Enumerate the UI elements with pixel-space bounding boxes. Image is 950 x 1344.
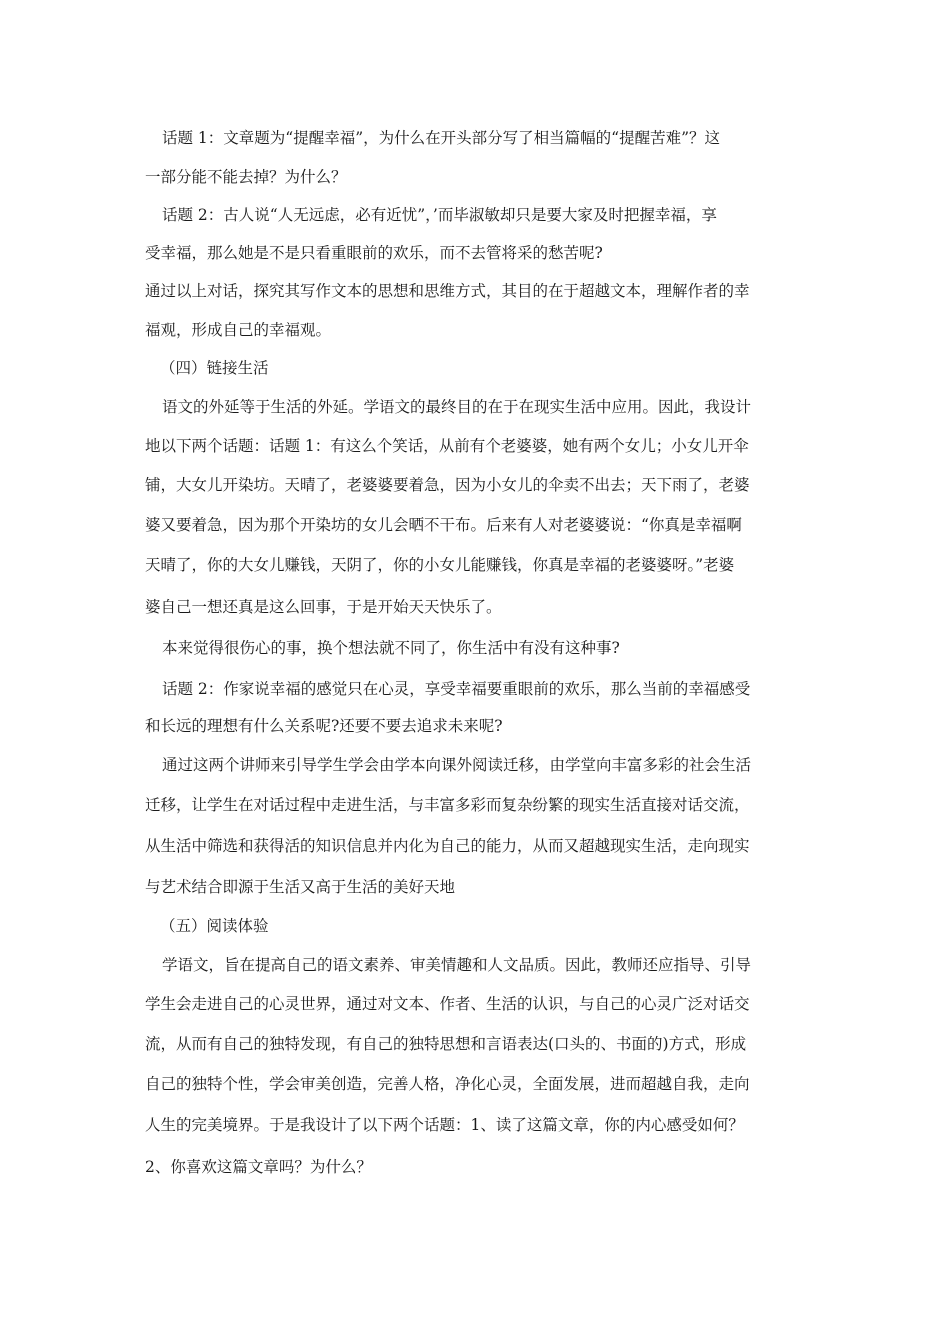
text-line: 学生会走进自己的心灵世界，通过对文本、作者、生活的认识，与自己的心灵广泛对话交: [145, 995, 750, 1013]
text-line: 自己的独特个性，学会审美创造，完善人格，净化心灵，全面发展，进而超越自我，走向: [145, 1075, 750, 1093]
text-line: 一部分能不能去掉？为什么？: [145, 168, 347, 186]
text-line: 话题 1：文章题为“提醒幸福”，为什么在开头部分写了相当篇幅的“提醒苦难”？这: [162, 129, 720, 147]
text-line: 人生的完美境界。于是我设计了以下两个话题：1、读了这篇文章，你的内心感受如何？: [145, 1116, 744, 1134]
text-line: 地以下两个话题：话题 1：有这么个笑话，从前有个老婆婆，她有两个女儿；小女儿开伞: [145, 437, 749, 455]
text-line: 话题 2：古人说“人无远虑，必有近忧”，’而毕淑敏却只是要大家及时把握幸福，享: [162, 206, 717, 224]
section-heading: （四）链接生活: [160, 359, 269, 377]
text-line: 迁移，让学生在对话过程中走进生活，与丰富多彩而复杂纷繁的现实生活直接对话交流，: [145, 796, 750, 814]
section-heading: （五）阅读体验: [160, 917, 269, 935]
text-line: 婆又要着急，因为那个开染坊的女儿会晒不干布。后来有人对老婆婆说：“你真是幸福啊: [145, 516, 742, 534]
text-line: 流，从而有自己的独特发现，有自己的独特思想和言语表达(口头的、书面的)方式，形成: [145, 1035, 747, 1053]
text-line: 受幸福，那么她是不是只看重眼前的欢乐，而不去管将采的愁苦呢?: [145, 244, 603, 262]
text-line: 福观，形成自己的幸福观。: [145, 321, 332, 339]
text-line: 天晴了，你的大女儿赚钱，天阴了，你的小女儿能赚钱，你真是幸福的老婆婆呀。”老婆: [145, 556, 735, 574]
text-line: 通过这两个讲师来引导学生学会由学本向课外阅读迁移，由学堂向丰富多彩的社会生活: [162, 756, 752, 774]
text-line: 学语文，旨在提高自己的语文素养、审美情趣和人文品质。因此，教师还应指导、引导: [162, 956, 752, 974]
text-line: 从生活中筛选和获得活的知识信息并内化为自己的能力，从而又超越现实生活，走向现实: [145, 837, 750, 855]
text-line: 2、你喜欢这篇文章吗？为什么？: [145, 1158, 372, 1176]
text-line: 通过以上对话，探究其写作文本的思想和思维方式，其目的在于超越文本，理解作者的幸: [145, 282, 750, 300]
text-line: 与艺术结合即源于生活又高于生活的美好天地: [145, 878, 456, 896]
text-line: 语文的外延等于生活的外延。学语文的最终目的在于在现实生活中应用。因此，我设计: [162, 398, 752, 416]
text-line: 婆自己一想还真是这么回事，于是开始天天快乐了。: [145, 598, 502, 616]
text-line: 本来觉得很伤心的事，换个想法就不同了，你生活中有没有这种事?: [162, 639, 620, 657]
text-line: 和长远的理想有什么关系呢?还要不要去追求未来呢?: [145, 717, 503, 735]
text-line: 铺，大女儿开染坊。天晴了，老婆婆要着急，因为小女儿的伞卖不出去；天下雨了，老婆: [145, 476, 750, 494]
text-line: 话题 2：作家说幸福的感觉只在心灵，享受幸福要重眼前的欢乐，那么当前的幸福感受: [162, 680, 751, 698]
